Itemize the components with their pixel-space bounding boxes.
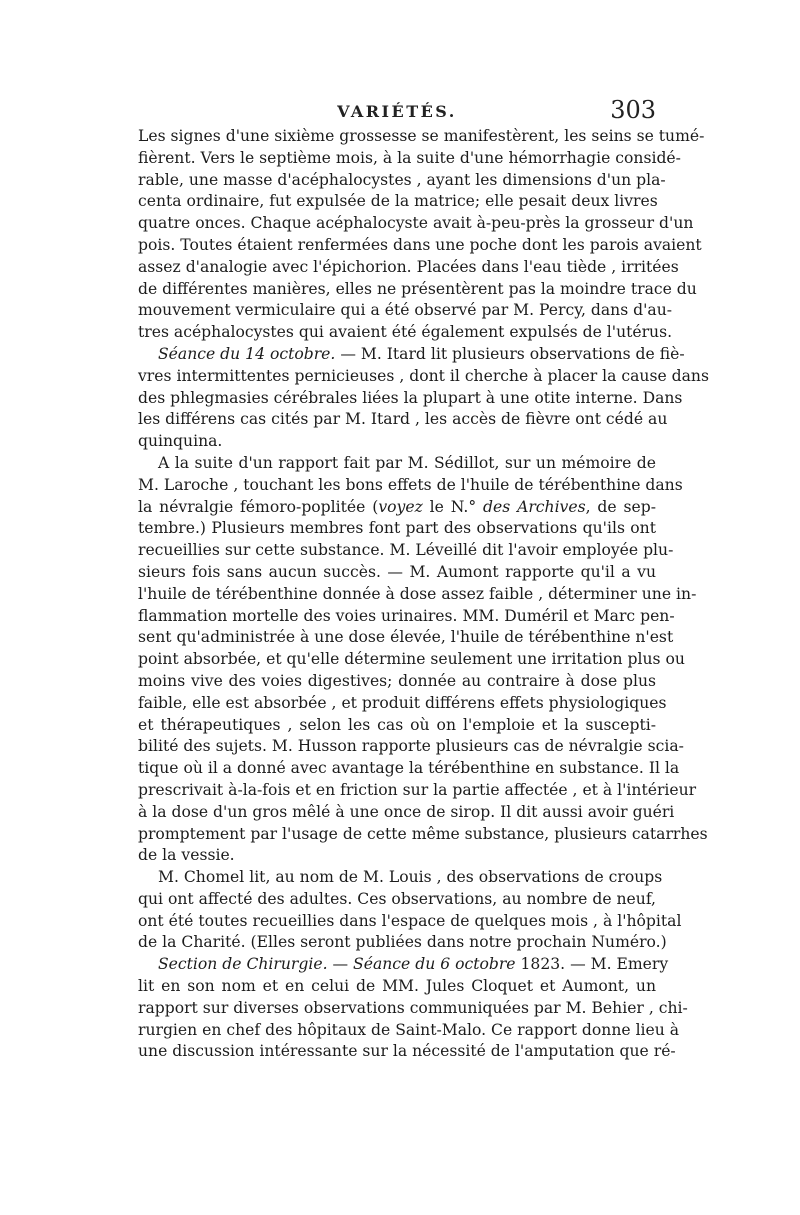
text-run: le N.° <box>422 497 483 516</box>
text-line: de la vessie. <box>138 846 235 865</box>
text-line <box>138 344 685 366</box>
text-line <box>138 497 656 519</box>
text-line: promptement par l'usage de cette même substance, plusieurs catarrhes <box>138 824 708 843</box>
text-line: quinquina. <box>138 432 223 451</box>
text-line: quatre onces. Chaque acéphalocyste avait à-peu-près la grosseur d'un <box>138 214 694 233</box>
session-heading: Séance du 14 octobre. <box>158 344 336 363</box>
page-number: 303 <box>610 96 656 124</box>
text-line: M. Chomel lit, au nom de M. Louis , des observations de croups <box>158 868 663 887</box>
text-line: les différens cas cités par M. Itard , les accès de fièvre ont cédé au <box>138 410 668 429</box>
text-run: — <box>327 955 354 974</box>
text-line: sent qu'administrée à une dose élevée, l'huile de térébenthine n'est <box>138 628 674 647</box>
text-line: tique où il a donné avec avantage la térébenthine en substance. Il la <box>138 759 680 778</box>
text-line: qui ont affecté des adultes. Ces observations, au nombre de neuf, <box>138 889 656 908</box>
text-line: assez d'analogie avec l'épichorion. Placées dans l'eau tiède , irritées <box>138 257 679 276</box>
text-line: de différentes manières, elles ne présentèrent pas la moindre trace du <box>138 279 697 298</box>
page-header <box>138 96 656 130</box>
text-line: vres intermittentes pernicieuses , dont il cherche à placer la cause dans <box>138 366 709 385</box>
text-line: mouvement vermiculaire qui a été observé par M. Percy, dans d'au- <box>138 301 673 320</box>
text-line: et thérapeutiques , selon les cas où on l'emploie et la suscepti- <box>138 715 656 734</box>
text-line: des phlegmasies cérébrales liées la plupart à une otite interne. Dans <box>138 388 683 407</box>
text-run: , de sep- <box>585 497 656 516</box>
text-line: tembre.) Plusieurs membres font part des observations qu'ils ont <box>138 519 656 538</box>
text-line: faible, elle est absorbée , et produit différens effets physiologiques <box>138 693 667 712</box>
body-text <box>138 126 709 1063</box>
text-line: fièrent. Vers le septième mois, à la suite d'une hémorrhagie considé- <box>138 148 681 167</box>
section-heading: Section de Chirurgie. <box>158 955 328 974</box>
text-line: à la dose d'un gros mêlé à une once de sirop. Il dit aussi avoir guéri <box>138 802 675 821</box>
text-line: de la Charité. (Elles seront publiées dans notre prochain Numéro.) <box>138 933 667 952</box>
text-run: 1823. — M. Emery <box>515 955 669 974</box>
text-line: l'huile de térébenthine donnée à dose assez faible , déterminer une in- <box>138 584 697 603</box>
text-line: tres acéphalocystes qui avaient été également expulsés de l'utérus. <box>138 323 673 342</box>
session-heading: Séance du 6 octobre <box>353 955 516 974</box>
text-line: point absorbée, et qu'elle détermine seulement une irritation plus ou <box>138 650 685 669</box>
text-line: pois. Toutes étaient renfermées dans une poche dont les parois avaient <box>138 235 702 254</box>
text-run: la névralgie fémoro-poplitée ( <box>138 497 379 516</box>
text-line: recueillies sur cette substance. M. Léveillé dit l'avoir employée plu- <box>138 541 674 560</box>
text-line: rable, une masse d'acéphalocystes , ayant les dimensions d'un pla- <box>138 170 666 189</box>
text-line: flammation mortelle des voies urinaires. MM. Duméril et Marc pen- <box>138 606 675 625</box>
text-line: centa ordinaire, fut expulsée de la matrice; elle pesait deux livres <box>138 192 658 211</box>
text-line <box>138 954 669 976</box>
text-line: M. Laroche , touchant les bons effets de l'huile de térébenthine dans <box>138 475 683 494</box>
text-line: moins vive des voies digestives; donnée au contraire à dose plus <box>138 671 656 690</box>
text-line: lit en son nom et en celui de MM. Jules Cloquet et Aumont, un <box>138 977 656 996</box>
text-line: sieurs fois sans aucun succès. — M. Aumont rapporte qu'il a vu <box>138 562 656 581</box>
text-line: bilité des sujets. M. Husson rapporte plusieurs cas de névralgie scia- <box>138 737 684 756</box>
text-run-italic: voyez <box>378 497 423 516</box>
text-line: prescrivait à-la-fois et en friction sur la partie affectée , et à l'intérieur <box>138 780 697 799</box>
text-line: une discussion intéressante sur la nécessité de l'amputation que ré- <box>138 1042 676 1061</box>
text-line: rapport sur diverses observations communiquées par M. Behier , chi- <box>138 998 688 1017</box>
text-line: ont été toutes recueillies dans l'espace de quelques mois , à l'hôpital <box>138 911 682 930</box>
text-line: rurgien en chef des hôpitaux de Saint-Malo. Ce rapport donne lieu à <box>138 1020 680 1039</box>
text-line: Les signes d'une sixième grossesse se manifestèrent, les seins se tumé- <box>138 127 705 145</box>
text-run-italic: des Archives <box>483 497 586 516</box>
text-line: A la suite d'un rapport fait par M. Sédillot, sur un mémoire de <box>158 453 656 472</box>
running-title: VARIÉTÉS. <box>337 102 457 121</box>
text-run: — M. Itard lit plusieurs observations de fiè- <box>335 344 685 363</box>
